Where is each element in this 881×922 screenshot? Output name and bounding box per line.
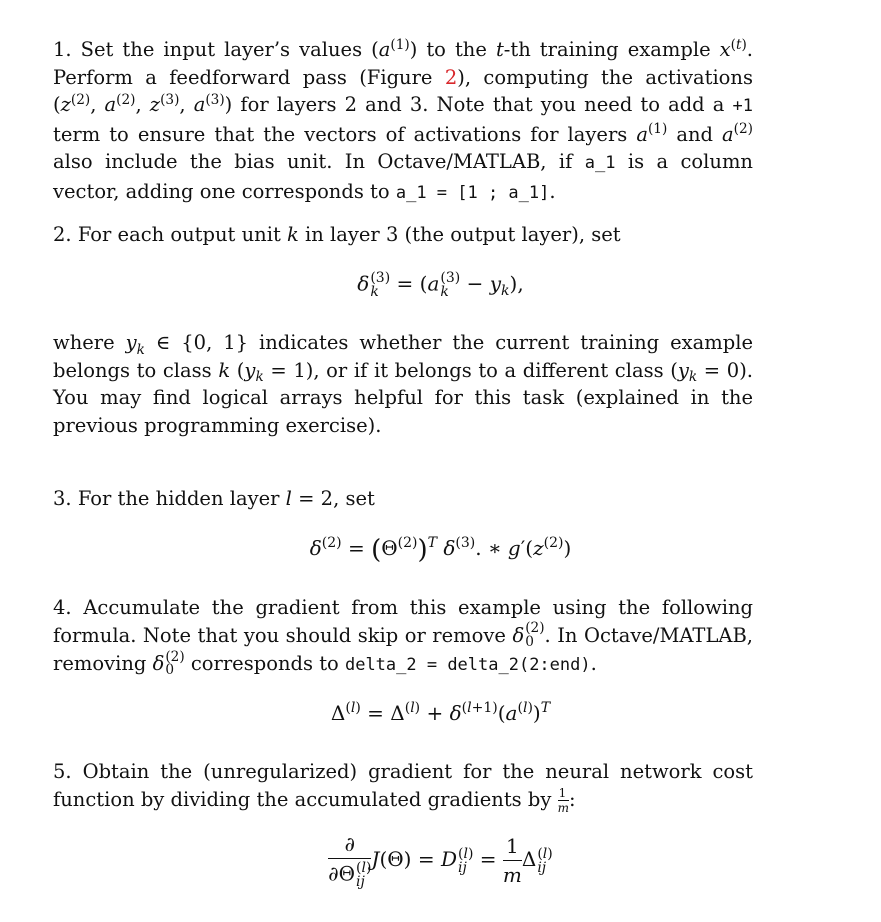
step-2-intro: 2. For each output unit k in layer 3 (the output layer), set	[53, 223, 621, 246]
step-2-paragraph: where $y_k$ ∈ {0, 1} indicates whether the current training example belongs to class k $(y_k = 1)$, or if it belongs to a different class $(y_k = 0)$. You may find logical arrays helpful for this task (explained in the previous programming exercise).	[53, 331, 753, 437]
step-4-number: 4.	[53, 596, 72, 619]
step-5-number: 5.	[53, 760, 72, 783]
hidden-delta-equation: $\delta^{(2)} = (\Theta^{(2)})^T$ $\delta^{(3)}$. ∗ $g'(z^{(2)})$	[309, 535, 572, 565]
step-2-number: 2.	[53, 223, 72, 246]
step-1-paragraph: 1. Set the input layer’s values $(a^{(1)})$ to the t-th training example $x^{(t)}$. Perform a feedforward pass (Figure 2), computing the activations ($z^{(2)}$, $a^{(2)}$, $z^{(3)}$, $a^{(3)}$) for layers 2 and 3. Note that you need to add a +1 term to ensure that the vectors of activations for layers $a^{(1)}$ and $a^{(2)}$ also include the bias unit. In Octave/MATLAB, if a_1 is a column vector, adding one corresponds to a_1 = [1 ; a_1].	[53, 36, 753, 203]
delta-removal-code: delta_2 = delta_2(2:end)	[344, 654, 591, 675]
gradient-equation: ∂ ∂Θ (l) ij J(Θ) = D (l) ij = $\frac{1}{m}$ Δ (l) ij	[328, 832, 553, 890]
a1-code: a_1	[584, 153, 616, 173]
step-3-intro: 3. For the hidden layer l = 2, set	[53, 487, 375, 510]
output-delta-equation: δ (3) k = (a (3) k − $y_k$),	[357, 270, 524, 300]
figure-reference-link[interactable]: 2	[444, 65, 458, 89]
bias-assign-code: a_1 = [1 ; a_1]	[395, 182, 550, 203]
step-5-paragraph: 5. Obtain the (unregularized) gradient for the neural network cost function by dividing the accumulated gradients by $\frac{1}{m}$ :	[53, 760, 753, 815]
plus-one-code: +1	[732, 96, 753, 116]
step-4-paragraph: 4. Accumulate the gradient from this example using the following formula. Note that you should skip or remove δ (2) 0 . In Octave/MATLAB, removing δ (2) 0 corresponds to delta_2 = delta_2(2:end).	[53, 596, 754, 679]
step-3-number: 3.	[53, 487, 72, 510]
gradient-accumulation-equation: $\Delta^{(l)} = \Delta^{(l)} + \delta^{(l+1)}(a^{(l)})^T$	[330, 700, 551, 725]
step-1-number: 1.	[53, 38, 72, 61]
